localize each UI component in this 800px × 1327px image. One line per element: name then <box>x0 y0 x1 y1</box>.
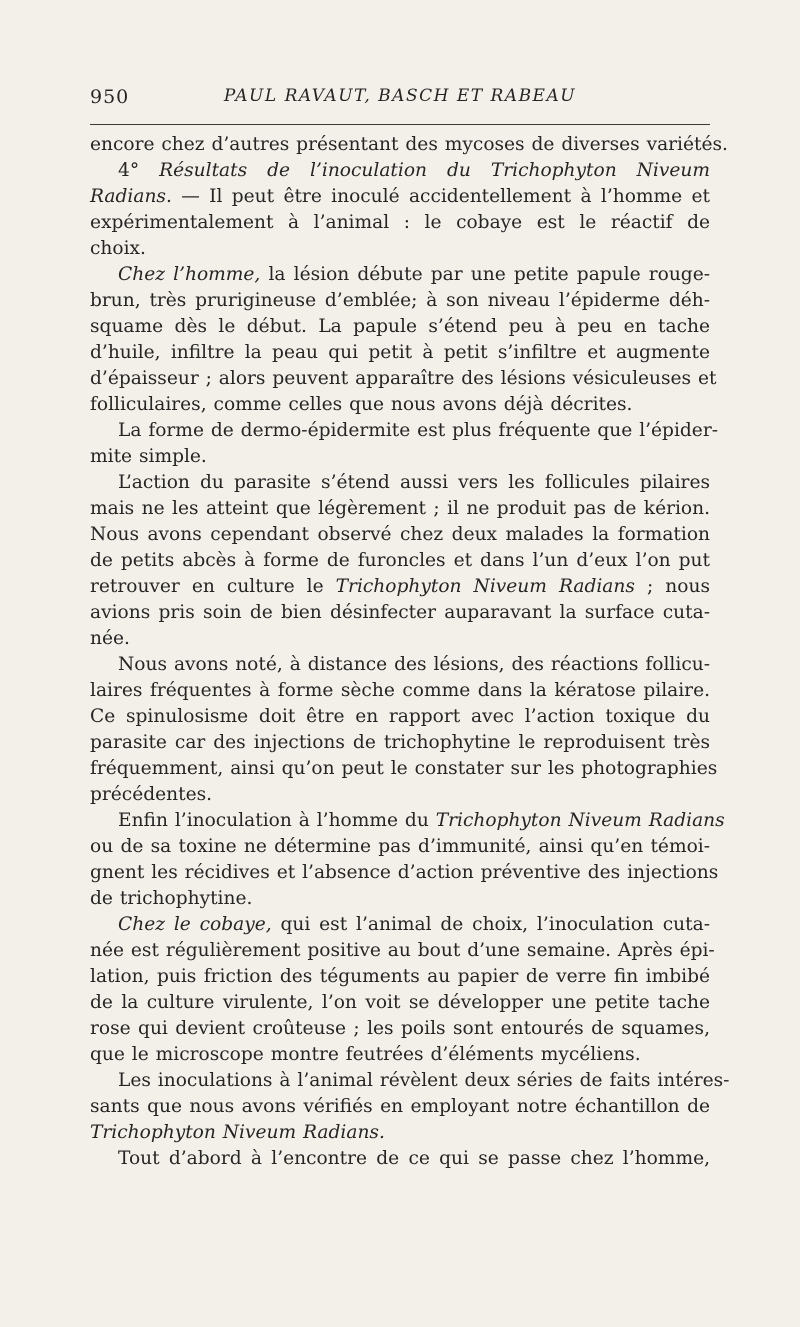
text-line <box>90 964 710 990</box>
italic-text: Trichophyton Niveum Radians <box>435 810 725 831</box>
text-line <box>90 522 710 548</box>
text-segment: encore chez d’autres présentant des mycoses de diverses variétés. <box>90 134 728 155</box>
text-segment: Tout d’abord à l’encontre de ce qui se passe chez l’homme, <box>118 1148 710 1169</box>
text-line <box>90 1146 710 1172</box>
text-line <box>90 470 710 496</box>
page-header <box>90 86 710 112</box>
italic-text: Trichophyton Niveum Radians <box>335 576 635 597</box>
italic-text: Résultats de l’inoculation du Trichophyton Niveum <box>159 160 710 181</box>
text-segment: retrouver en culture le <box>90 576 336 597</box>
page-number: 950 <box>90 86 130 108</box>
text-line <box>90 184 710 210</box>
text-segment: de trichophytine. <box>90 888 253 909</box>
text-segment: gnent les récidives et l’absence d’action préventive des injections <box>90 862 719 883</box>
text-segment: la lésion débute par une petite papule rouge- <box>260 264 710 285</box>
text-segment: Les inoculations à l’animal révèlent deux séries de faits intéres- <box>118 1070 730 1091</box>
text-line <box>90 756 718 782</box>
text-line <box>90 392 710 418</box>
text-segment: — Il peut être inoculé accidentellement à l’homme et <box>171 186 710 207</box>
text-segment: que le microscope montre feutrées d’éléments mycéliens. <box>90 1044 641 1065</box>
running-title: PAUL RAVAUT, BASCH ET RABEAU <box>223 86 577 106</box>
text-line <box>90 288 710 314</box>
text-line <box>90 782 710 808</box>
text-line <box>90 834 710 860</box>
text-line <box>90 886 710 912</box>
text-segment: Nous avons noté, à distance des lésions, des réactions follicu- <box>118 654 710 675</box>
text-segment: née est régulièrement positive au bout d’une semaine. Après épi- <box>90 940 715 961</box>
text-segment: d’huile, infiltre la peau qui petit à petit s’infiltre et augmente <box>90 342 710 363</box>
text-segment: qui est l’animal de choix, l’inoculation cuta- <box>271 914 710 935</box>
header-rule <box>90 124 710 125</box>
text-line <box>90 1094 710 1120</box>
text-line <box>90 600 710 626</box>
text-segment: de la culture virulente, l’on voit se développer une petite tache <box>90 992 710 1013</box>
text-segment: d’épaisseur ; alors peuvent apparaître des lésions vésiculeuses et <box>90 368 717 389</box>
text-segment: 4° <box>118 160 160 181</box>
text-line <box>90 132 728 158</box>
text-segment: fréquemment, ainsi qu’on peut le constater sur les photographies <box>90 758 718 779</box>
text-line <box>90 262 710 288</box>
text-line <box>90 626 710 652</box>
text-line <box>90 808 725 834</box>
italic-text: Trichophyton Niveum Radians. <box>90 1122 385 1143</box>
text-line <box>90 678 710 704</box>
text-line <box>90 704 710 730</box>
text-segment: ; nous <box>634 576 710 597</box>
text-segment: mite simple. <box>90 446 207 467</box>
text-segment: précédentes. <box>90 784 213 805</box>
text-segment: Ce spinulosisme doit être en rapport avec l’action toxique du <box>90 706 710 727</box>
italic-text: Chez le cobaye, <box>118 914 272 935</box>
text-line <box>90 236 710 262</box>
text-segment: expérimentalement à l’animal : le cobaye est le réactif de <box>90 212 710 233</box>
text-segment: L’action du parasite s’étend aussi vers les follicules pilaires <box>118 472 710 493</box>
text-line <box>90 418 718 444</box>
text-line <box>90 340 710 366</box>
text-segment: folliculaires, comme celles que nous avons déjà décrites. <box>90 394 633 415</box>
text-line <box>90 158 710 184</box>
italic-text: Chez l’homme, <box>118 264 261 285</box>
text-segment: ou de sa toxine ne détermine pas d’immunité, ainsi qu’en témoi- <box>90 836 710 857</box>
text-segment: brun, très prurigineuse d’emblée; à son niveau l’épiderme déh- <box>90 290 710 311</box>
text-line <box>90 860 719 886</box>
text-segment: sants que nous avons vérifiés en employant notre échantillon de <box>90 1096 710 1117</box>
text-segment: laires fréquentes à forme sèche comme dans la kératose pilaire. <box>90 680 710 701</box>
text-segment: Enfin l’inoculation à l’homme du <box>118 810 436 831</box>
text-segment: Nous avons cependant observé chez deux malades la formation <box>90 524 710 545</box>
text-line <box>90 730 710 756</box>
text-segment: mais ne les atteint que légèrement ; il ne produit pas de kérion. <box>90 498 710 519</box>
text-line <box>90 1042 710 1068</box>
text-line <box>90 574 710 600</box>
text-segment: de petits abcès à forme de furoncles et dans l’un d’eux l’on put <box>90 550 710 571</box>
text-line <box>90 444 710 470</box>
text-line <box>90 1016 710 1042</box>
text-segment: rose qui devient croûteuse ; les poils sont entourés de squames, <box>90 1018 710 1039</box>
text-line <box>90 938 715 964</box>
text-segment: La forme de dermo-épidermite est plus fréquente que l’épider- <box>118 420 718 441</box>
text-line <box>90 652 710 678</box>
text-line <box>90 1120 710 1146</box>
text-segment: lation, puis friction des téguments au papier de verre fin imbibé <box>90 966 710 987</box>
text-line <box>90 548 710 574</box>
text-segment: choix. <box>90 238 146 259</box>
text-segment: avions pris soin de bien désinfecter auparavant la surface cuta- <box>90 602 710 623</box>
text-segment: parasite car des injections de trichophytine le reproduisent très <box>90 732 710 753</box>
text-line <box>90 314 710 340</box>
text-line <box>90 912 710 938</box>
body-text <box>90 132 730 1172</box>
text-segment: née. <box>90 628 130 649</box>
text-line <box>90 366 717 392</box>
text-line <box>90 990 710 1016</box>
text-line <box>90 1068 730 1094</box>
italic-text: Radians. <box>90 186 172 207</box>
text-segment: squame dès le début. La papule s’étend peu à peu en tache <box>90 316 710 337</box>
text-line <box>90 210 710 236</box>
text-line <box>90 496 710 522</box>
